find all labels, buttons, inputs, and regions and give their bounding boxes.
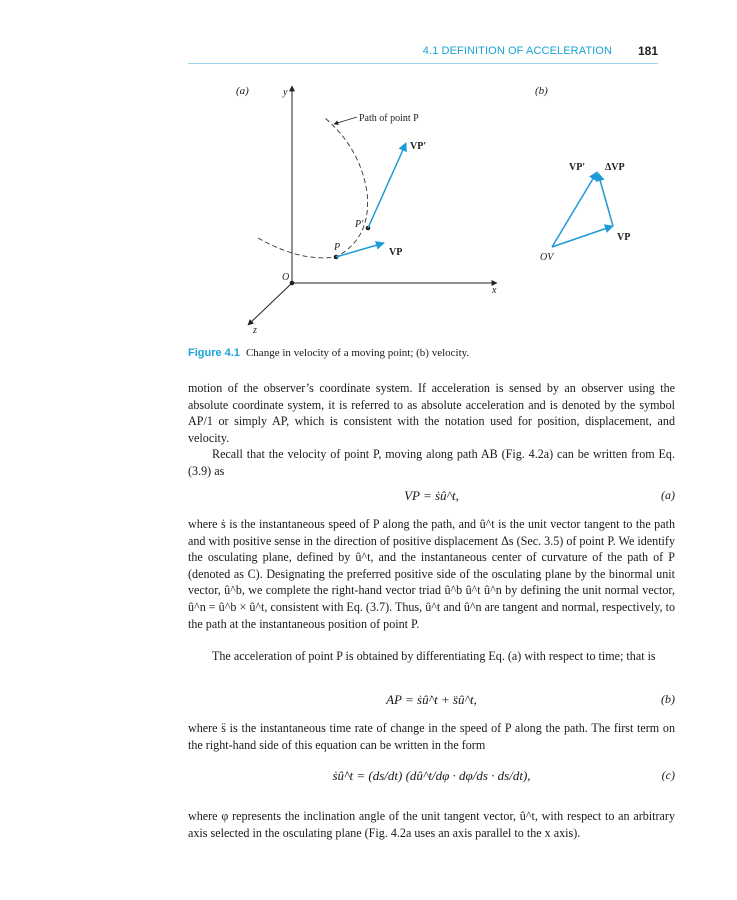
caption-text: Change in velocity of a moving point; (b) velocity. — [245, 347, 470, 359]
paragraph-3: where ṡ is the instantaneous speed of P along the path, and û^t is the unit vector tangent to the path and with positive sense in the direction of positive displacement Δs (Sec. 3.5) of point P. We identify the osculating plane, defined by û^t, and the instantaneous center of curvature of the path of P (denoted as C). Designating the preferred positive side of the osculating plane by the binormal unit vector, û^b, we complete the right-hand vector triad û^b û^t û^n by defining the unit normal vector, û^n = û^b × û^t, consistent with Eq. (3.7). Thus, û^t and û^n are tangent and normal, respectively, to the path at the instantaneous position of point P. — [188, 517, 675, 631]
equation-b-expression: AP = ṡû̇^t + s̈û^t, — [386, 692, 477, 707]
vp-b-vector — [552, 226, 613, 247]
z-axis — [248, 283, 292, 325]
page-number: 181 — [637, 44, 658, 58]
z-axis-label: z — [253, 325, 257, 336]
vp-prime-vector — [368, 143, 406, 228]
equation-c — [188, 768, 675, 790]
path-leader-line — [334, 117, 357, 124]
x-axis-label: x — [492, 285, 497, 296]
equation-a-tag: (a) — [661, 488, 675, 502]
equation-a-expression: VP = ṡû^t, — [404, 488, 459, 503]
paragraph-1: motion of the observer’s coordinate system. If acceleration is sensed by an observer using the absolute coordinate system, it is referred to as absolute acceleration and is denoted by the symbol AP/1 or simply AP, which is consistent with the notation used for position, displacement, and velocity. — [188, 381, 675, 445]
panel-a-label: (a) — [236, 85, 249, 97]
point-p-prime-label: P′ — [355, 219, 364, 230]
section-title: 4.1 DEFINITION OF ACCELERATION — [422, 45, 612, 57]
origin-v-label: OV — [540, 252, 554, 263]
figure-caption — [188, 347, 668, 359]
equation-c-tag: (c) — [661, 768, 675, 782]
panel-b-label: (b) — [535, 85, 548, 97]
origin-label: O — [282, 272, 290, 283]
equation-a — [188, 488, 675, 510]
paragraph-5: where s̈ is the instantaneous time rate of change in the speed of P along the path. The first term on the right-hand side of this equation can be written in the form — [188, 721, 675, 752]
y-axis-label: y — [283, 87, 288, 98]
delta-vp-label: ΔVP — [605, 162, 625, 173]
figure-4-1 — [0, 0, 737, 360]
path-label: Path of point P — [359, 113, 419, 124]
vp-prime-b-vector — [552, 172, 597, 247]
caption-label: Figure 4.1 — [188, 347, 240, 359]
paragraph-4: The acceleration of point P is obtained by differentiating Eq. (a) with respect to time; that is — [212, 649, 656, 663]
vp-vector — [336, 243, 384, 257]
delta-vp-vector — [598, 173, 613, 226]
vp-prime-label: VP′ — [410, 141, 427, 152]
origin-point — [290, 281, 295, 286]
vp-b-label: VP — [617, 232, 631, 243]
vp-label: VP — [389, 247, 403, 258]
paragraph-2: Recall that the velocity of point P, moving along path AB (Fig. 4.2a) can be written from Eq. (3.9) as — [188, 447, 675, 478]
equation-c-expression: ṡû̇^t = (ds/dt) (dû^t/dφ · dφ/ds · ds/dt), — [332, 768, 531, 783]
point-p-label: P — [334, 242, 341, 253]
paragraph-6: where φ represents the inclination angle of the unit tangent vector, û^t, with respect to an arbitrary axis selected in the osculating plane (Fig. 4.2a uses an axis parallel to the x axis). — [188, 809, 675, 840]
vp-prime-b-label: VP′ — [569, 162, 586, 173]
equation-b — [188, 692, 675, 714]
path-of-point-p — [258, 118, 368, 258]
equation-b-tag: (b) — [661, 692, 675, 706]
